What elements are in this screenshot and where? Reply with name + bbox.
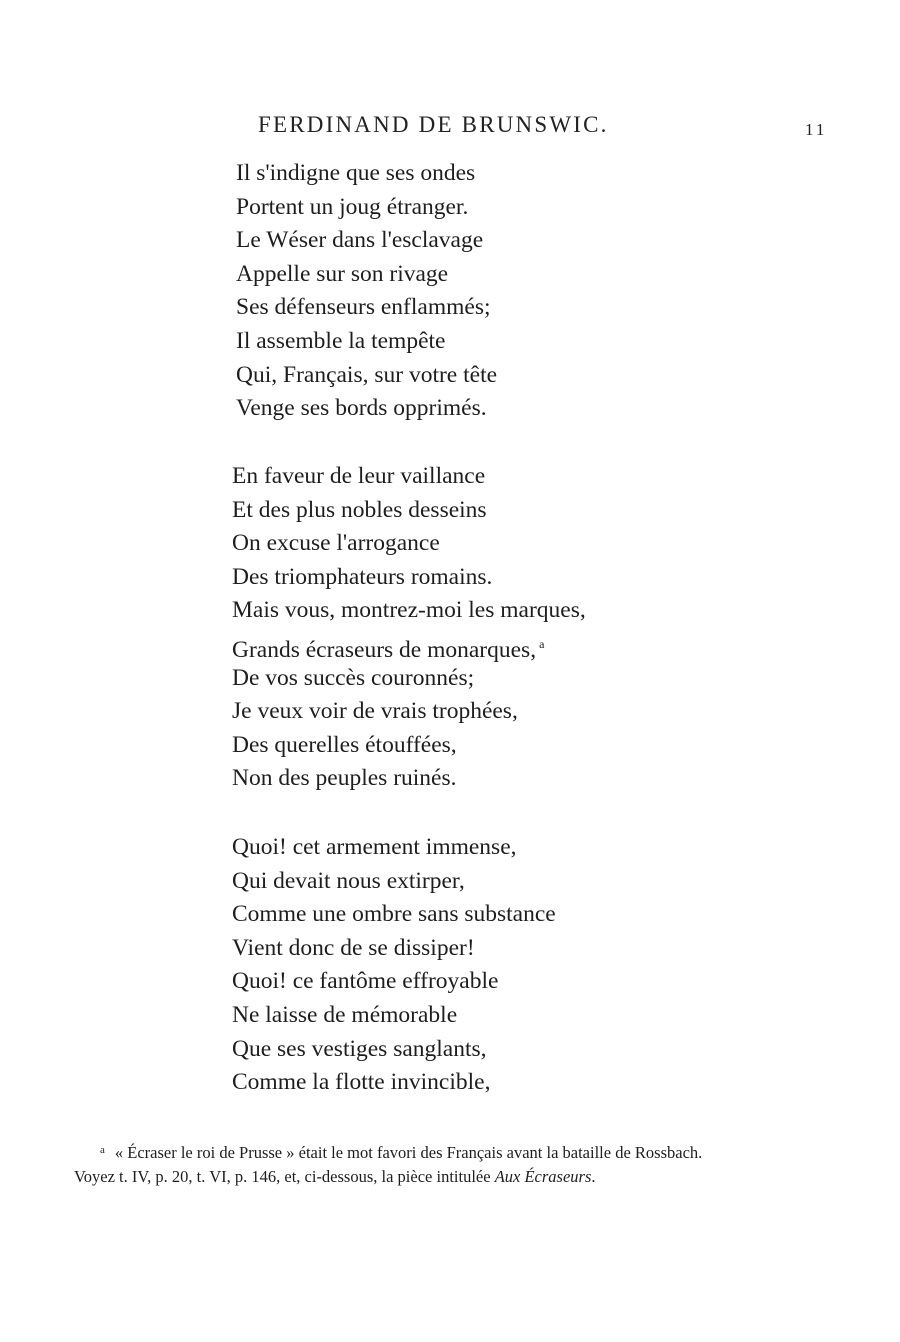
footnote-text-start: Voyez t. IV, p. 20, t. VI, p. 146, et, ci-dessous, la pièce intitulée bbox=[74, 1167, 495, 1186]
poem-line: Des triomphateurs romains. bbox=[232, 563, 493, 590]
footnote-text-end: . bbox=[591, 1167, 596, 1186]
page-number: 11 bbox=[805, 120, 828, 139]
poem-line: Comme une ombre sans substance bbox=[232, 901, 556, 928]
poem-line: En faveur de leur vaillance bbox=[232, 463, 486, 489]
footnote-text: « Écraser le roi de Prusse » était le mot favori des Français avant la bataille de Rossbach. bbox=[114, 1143, 703, 1162]
footnote-mark: a bbox=[100, 1144, 105, 1156]
stanza-1 bbox=[236, 157, 497, 426]
footnote-line-1 bbox=[74, 1138, 834, 1165]
stanza-2 bbox=[232, 460, 586, 796]
poem-line: Il assemble la tempête bbox=[236, 327, 446, 354]
poem-line: Mais vous, montrez-moi les marques, bbox=[232, 597, 586, 624]
poem-line: De vos succès couronnés; bbox=[232, 664, 475, 691]
poem-line: Qui devait nous extirper, bbox=[232, 867, 465, 894]
footnote-line-2 bbox=[74, 1165, 834, 1189]
poem-line: Ses défenseurs enflammés; bbox=[236, 294, 491, 321]
poem-line: Portent un joug étranger. bbox=[236, 193, 469, 220]
poem-line: On excuse l'arrogance bbox=[232, 530, 440, 557]
running-title: FERDINAND DE BRUNSWIC. bbox=[258, 112, 609, 137]
poem-line: Des querelles étouffées, bbox=[232, 731, 457, 758]
poem-line: Non des peuples ruinés. bbox=[232, 765, 457, 792]
poem-line: Le Wéser dans l'esclavage bbox=[236, 227, 484, 254]
poem-line: Il s'indigne que ses ondes bbox=[236, 160, 476, 186]
footnote-reference[interactable]: a bbox=[539, 636, 545, 651]
footnote-title-reference: Aux Écraseurs bbox=[494, 1167, 592, 1186]
poem-line-text: Grands écraseurs de monarques, bbox=[232, 636, 537, 663]
poem-line-with-note bbox=[232, 628, 586, 662]
poem-line: Que ses vestiges sanglants, bbox=[232, 1035, 487, 1062]
poem-line: Quoi! cet armement immense, bbox=[232, 834, 517, 860]
poem-line: Je veux voir de vrais trophées, bbox=[232, 698, 518, 725]
poem-line: Ne laisse de mémorable bbox=[232, 1001, 458, 1028]
poem-line: Et des plus nobles desseins bbox=[232, 496, 487, 523]
poem-line: Appelle sur son rivage bbox=[236, 260, 449, 287]
poem-line: Qui, Français, sur votre tête bbox=[236, 361, 498, 388]
poem-line: Quoi! ce fantôme effroyable bbox=[232, 968, 499, 995]
stanza-3 bbox=[232, 831, 556, 1100]
poem-line: Vient donc de se dissiper! bbox=[232, 934, 475, 961]
footnote bbox=[74, 1138, 834, 1189]
poem-line: Comme la flotte invincible, bbox=[232, 1069, 491, 1096]
poem-line: Venge ses bords opprimés. bbox=[236, 395, 487, 422]
